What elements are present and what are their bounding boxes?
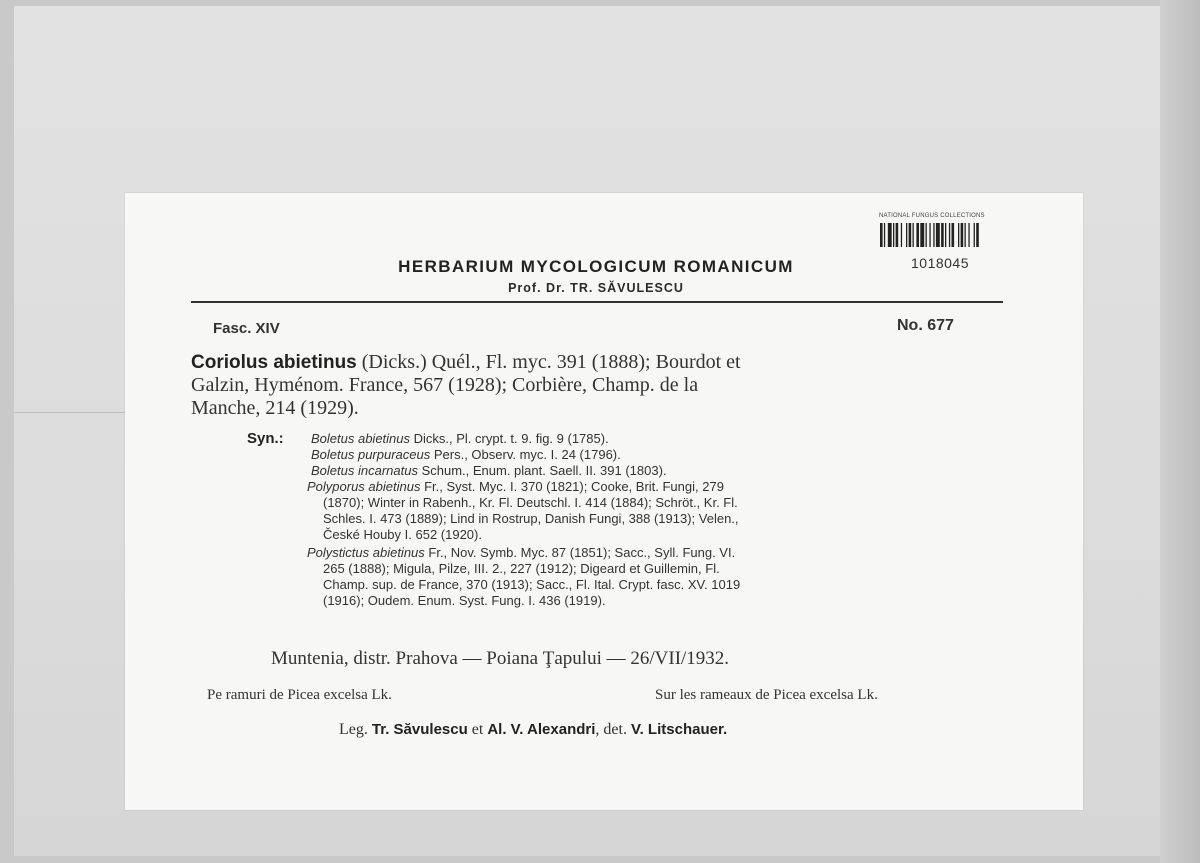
barcode-bar — [933, 223, 934, 247]
and-text: et — [467, 721, 488, 738]
synonym-citation: Champ. sup. de France, 370 (1913); Sacc., Fl. Ital. Crypt. fasc. XV. 1019 — [323, 577, 741, 592]
synonym-line — [323, 593, 606, 608]
leg-prefix: Leg. — [339, 721, 372, 738]
synonym-name: Boletus abietinus — [311, 431, 411, 446]
determiner: V. Litschauer. — [630, 721, 728, 738]
species-name: Coriolus abietinus — [191, 352, 357, 373]
synonym-line — [323, 561, 720, 576]
specimen-label — [125, 193, 1083, 810]
barcode-bar — [945, 223, 946, 247]
citation-line-2: Galzin, Hyménom. France, 567 (1928); Corbière, Champ. de la — [191, 374, 699, 396]
entry-line-1 — [191, 351, 1011, 374]
barcode-bar — [906, 223, 907, 247]
synonym-citation: České Houby I. 652 (1920). — [323, 527, 482, 542]
synonym-line — [311, 463, 667, 478]
collectors-line — [339, 721, 727, 739]
det-prefix: , det. — [595, 721, 631, 738]
collector-2: Al. V. Alexandri — [487, 721, 596, 738]
barcode-bar — [965, 223, 966, 247]
citation-line-3: Manche, 214 (1929). — [191, 397, 359, 419]
barcode-caption: NATIONAL FUNGUS COLLECTIONS — [879, 213, 985, 219]
barcode-bar — [901, 223, 902, 247]
citation-line-1: (Dicks.) Quél., Fl. myc. 391 (1888); Bourdot et — [356, 351, 741, 373]
barcode-bar — [880, 223, 883, 247]
barcode-bar — [884, 223, 885, 247]
sheet-edge — [1160, 0, 1200, 863]
barcode-bar — [936, 223, 940, 247]
barcode-bar — [974, 223, 975, 247]
synonym-citation: Schum., Enum. plant. Saell. II. 391 (1803). — [417, 463, 667, 478]
synonym-citation: 265 (1888); Migula, Pilze, III. 2., 227 (1912); Digeard et Guillemin, Fl. — [323, 561, 720, 576]
barcode-image — [879, 223, 1015, 247]
barcode-bar — [888, 223, 892, 247]
synonym-line — [323, 495, 738, 510]
herbarium-title: HERBARIUM MYCOLOGICUM ROMANICUM — [398, 257, 794, 276]
barcode-bar — [949, 223, 950, 247]
barcode-bar — [896, 223, 899, 247]
substrate-french: Sur les rameaux de Picea excelsa Lk. — [655, 687, 878, 703]
barcode-bar — [893, 223, 894, 247]
barcode-block — [879, 213, 1019, 283]
barcode-bar — [976, 223, 979, 247]
synonym-citation: (1916); Oudem. Enum. Syst. Fung. I. 436 (1919). — [323, 593, 606, 608]
barcode-bar — [952, 223, 955, 247]
synonym-line — [323, 577, 740, 592]
synonym-name: Polyporus abietinus — [307, 479, 421, 494]
herbarium-subtitle: Prof. Dr. TR. SĂVULESCU — [508, 281, 684, 295]
main-entry — [191, 351, 1011, 420]
barcode-bar — [916, 223, 919, 247]
synonym-citation: Schles. I. 473 (1889); Lind in Rostrup, Danish Fungi, 388 (1913); Velen., — [323, 511, 739, 526]
barcode-bar — [929, 223, 930, 247]
synonym-name: Polystictus abietinus — [307, 545, 425, 560]
synonym-name: Boletus purpuraceus — [311, 447, 431, 462]
barcode-bar — [920, 223, 924, 247]
barcode-bar — [958, 223, 959, 247]
synonyms-label: Syn.: — [247, 430, 284, 447]
synonym-name: Boletus incarnatus — [311, 463, 418, 478]
barcode-bar — [961, 223, 964, 247]
synonym-line — [323, 527, 482, 542]
collector-1: Tr. Săvulescu — [371, 721, 468, 738]
header-rule — [191, 301, 1003, 303]
synonym-citation: Fr., Nov. Symb. Myc. 87 (1851); Sacc., Syll. Fung. VI. — [424, 545, 736, 560]
synonym-line — [311, 447, 621, 462]
synonym-citation: (1870); Winter in Rabenh., Kr. Fl. Deutschl. I. 414 (1884); Schröt., Kr. Fl. — [323, 495, 738, 510]
barcode-number: 1018045 — [911, 255, 970, 271]
barcode-bar — [941, 223, 944, 247]
synonym-line — [307, 545, 735, 560]
synonym-citation: Dicks., Pl. crypt. t. 9. fig. 9 (1785). — [410, 431, 609, 446]
synonym-citation: Pers., Observ. myc. I. 24 (1796). — [430, 447, 621, 462]
locality: Muntenia, distr. Prahova — Poiana Ţapului — 26/VII/1932. — [271, 648, 730, 669]
specimen-number: No. 677 — [897, 317, 954, 334]
synonym-citation: Fr., Syst. Myc. I. 370 (1821); Cooke, Brit. Fungi, 279 — [420, 479, 724, 494]
substrate-romanian: Pe ramuri de Picea excelsa Lk. — [207, 687, 392, 703]
synonym-line — [311, 431, 609, 446]
synonym-line — [323, 511, 739, 526]
synonym-line — [307, 479, 724, 494]
barcode-bar — [909, 223, 912, 247]
barcode-bar — [926, 223, 927, 247]
fascicle-number: Fasc. XIV — [213, 320, 280, 337]
barcode-bar — [968, 223, 969, 247]
barcode-bar — [913, 223, 914, 247]
